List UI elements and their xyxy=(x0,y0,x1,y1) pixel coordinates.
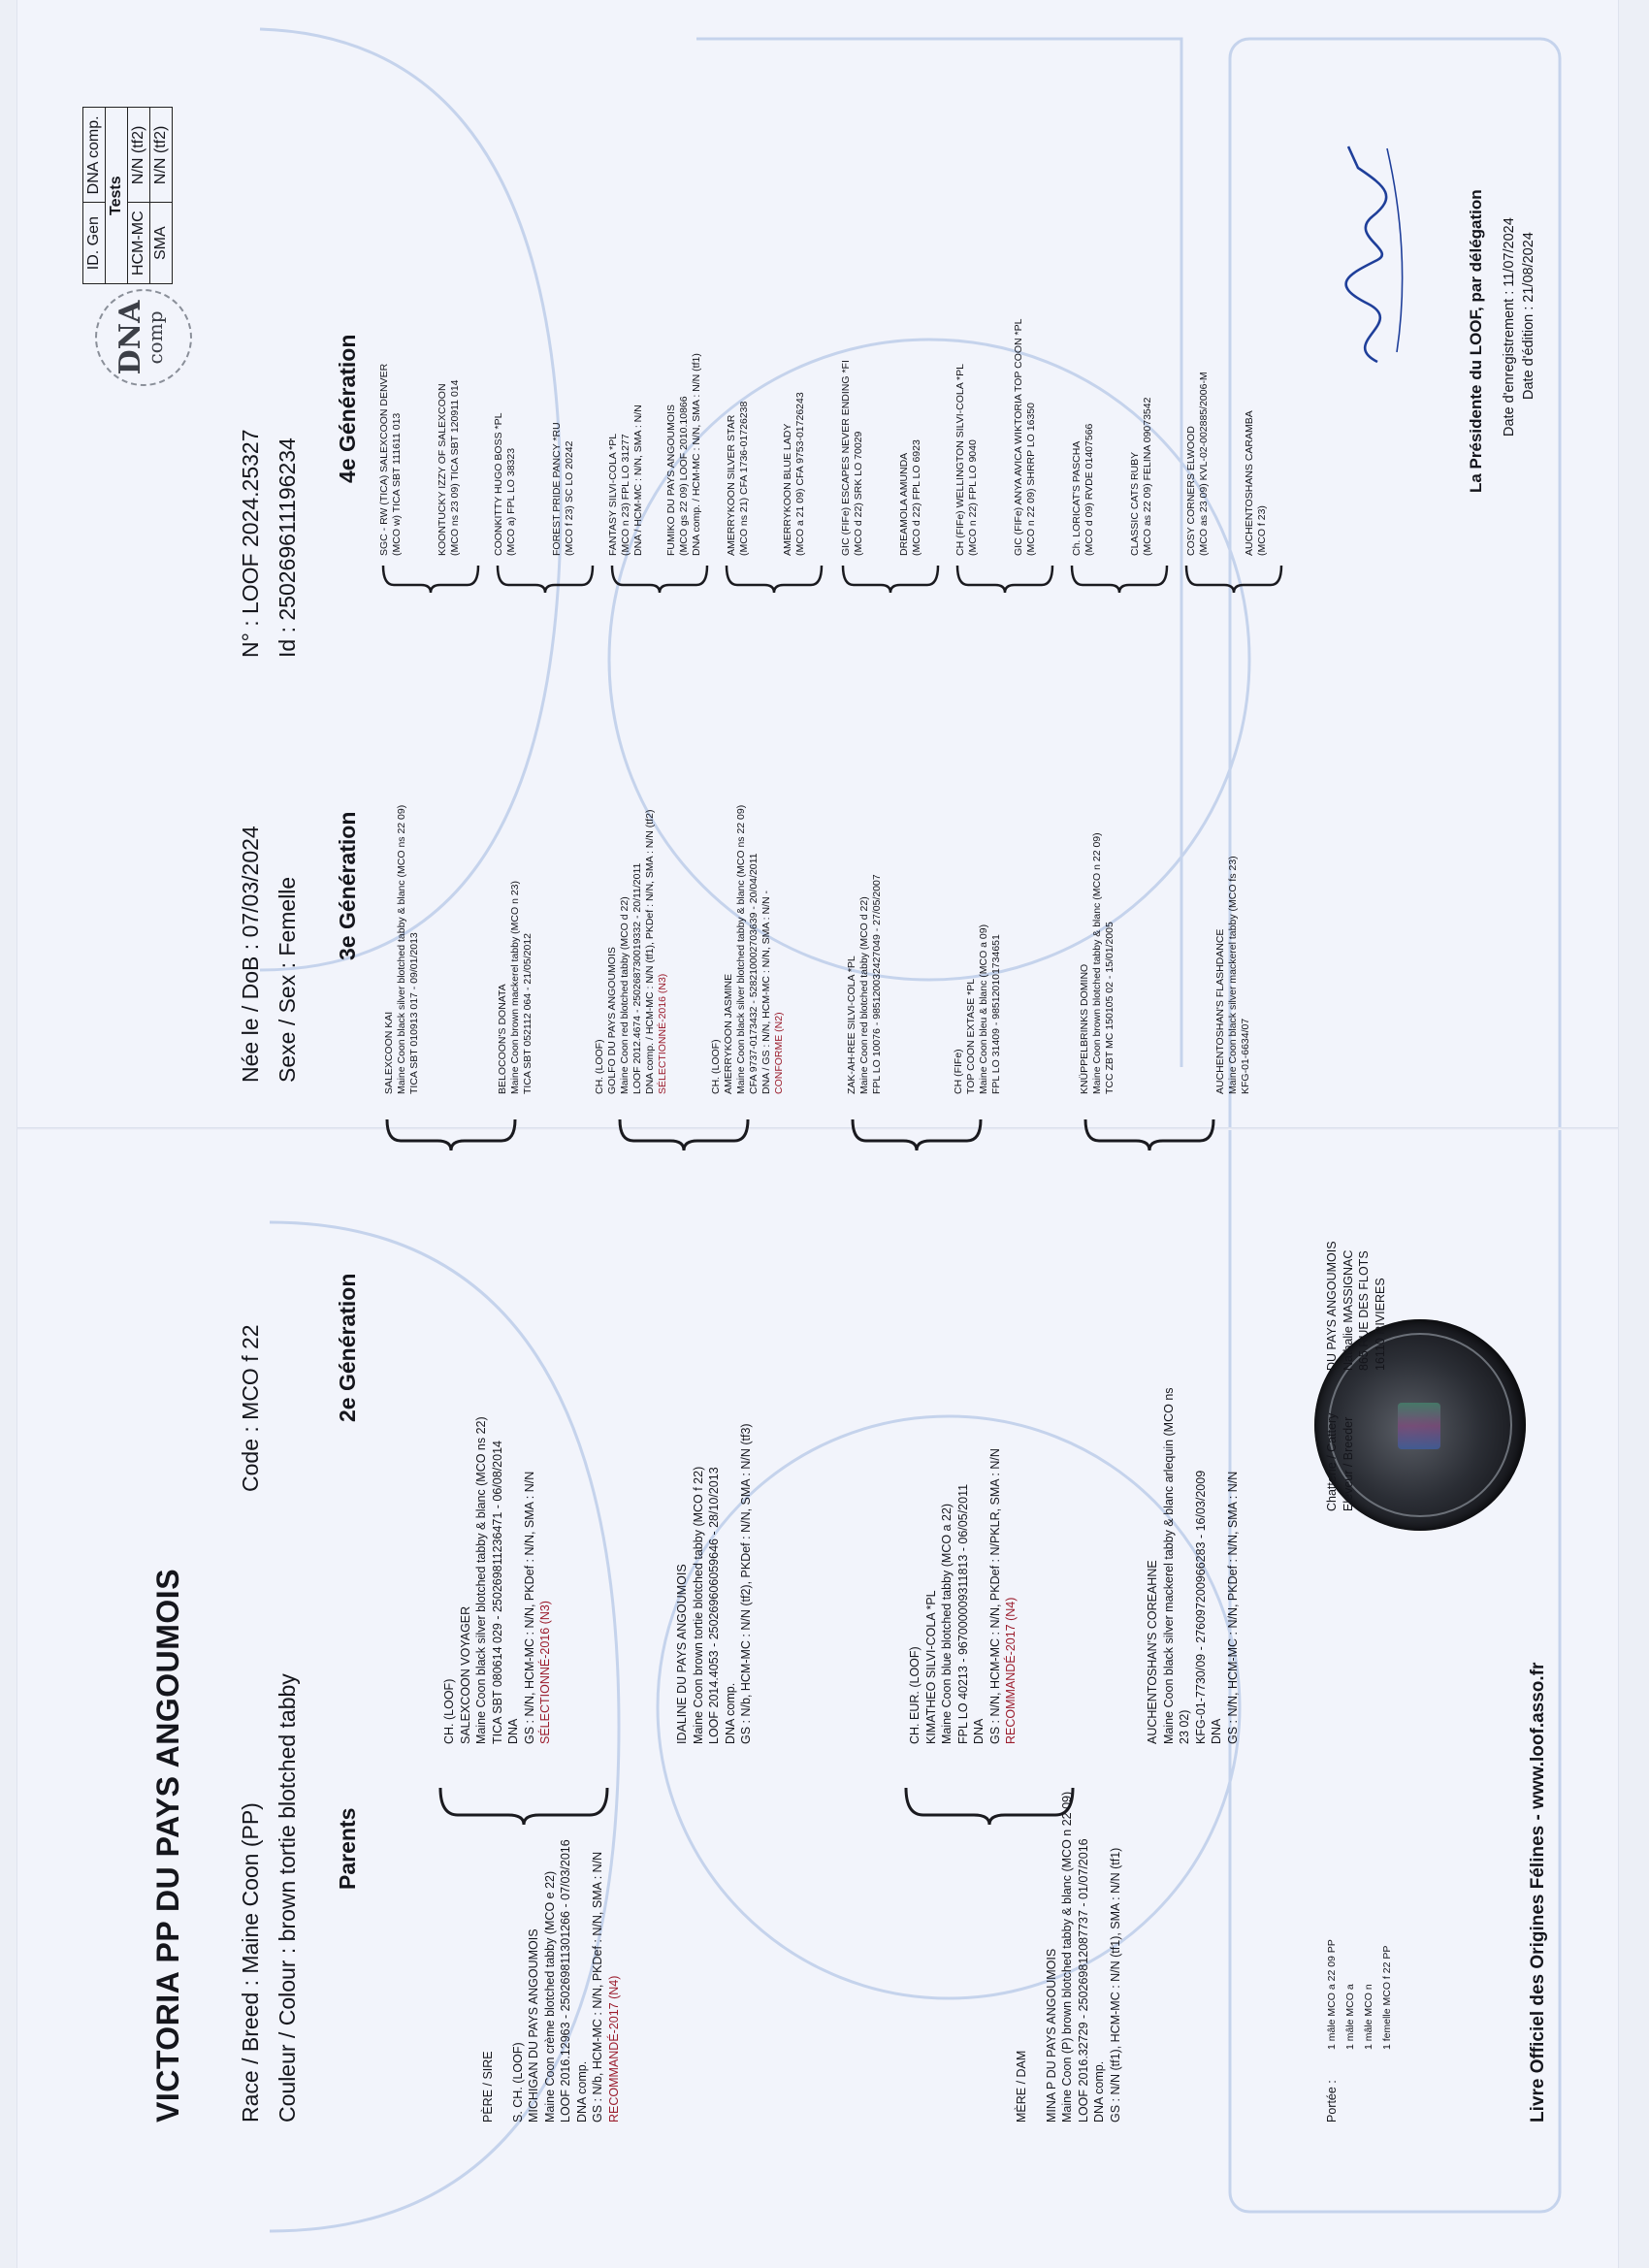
sire-line: S. CH. (LOOF) xyxy=(510,2042,525,2122)
brace-gen3 xyxy=(954,556,1055,595)
gen3-line: FPL LO 10076 - 985120032427049 - 27/05/2007 xyxy=(871,874,883,1094)
gen4-entry xyxy=(840,100,865,556)
gen2-status: RECOMMANDÉ-2017 (N4) xyxy=(1004,1597,1018,1744)
gen3-line: Maine Coon black silver mackerel tabby (MCO fs 23) xyxy=(1227,856,1239,1094)
gen2-line: Maine Coon black silver blotched tabby & blanc (MCO ns 22) xyxy=(474,1416,488,1744)
president-signature xyxy=(1319,139,1426,372)
gen2-line: DNA xyxy=(1210,1718,1223,1744)
gen3-line: GOLFO DU PAYS ANGOUMOIS xyxy=(606,947,618,1094)
gen2-line: DNA xyxy=(972,1718,986,1744)
gen4-line: GIC (FIFe) ESCAPES NEVER ENDING *FI xyxy=(840,360,852,556)
registration-date: Date d'enregistrement : 11/07/2024 xyxy=(1502,217,1517,437)
gen2-line: CH. (LOOF) xyxy=(442,1678,456,1744)
dam-line: Maine Coon (P) brown blotched tabby & blanc (MCO n 22 09) xyxy=(1060,1791,1074,2122)
dob-label: Née le / DoB : xyxy=(238,943,263,1083)
id-value: 250269611196234 xyxy=(275,437,300,621)
gen3-line: CH. (LOOF) xyxy=(710,1039,722,1094)
gen4-entry xyxy=(1129,100,1154,556)
number-row xyxy=(238,429,264,658)
number-label: N° : xyxy=(238,620,263,658)
gen4-line: (MCO d 09) RVDE 01407566 xyxy=(1083,423,1095,556)
heading-parents: Parents xyxy=(335,1807,360,1890)
gen3-line: Maine Coon red blotched tabby (MCO d 22) xyxy=(858,896,870,1094)
race-row xyxy=(238,1802,264,2122)
gen4-line: GIC (FIFe) ANYA AVICA WIKTORIA TOP COON *PL xyxy=(1013,318,1024,556)
code-row xyxy=(238,1324,264,1492)
gen4-line: AMERRYKOON BLUE LADY xyxy=(782,423,793,556)
sex-row xyxy=(275,877,301,1083)
sex-label: Sexe / Sex : xyxy=(275,961,300,1083)
gen4-entry xyxy=(954,100,980,556)
gen3-line: DNA comp. / HCM-MC : N/N (tf1), PKDef : N/N, SMA : N/N (tf2) xyxy=(644,809,656,1094)
gen4-line: (MCO a) FPL LO 38323 xyxy=(505,447,517,556)
couleur-label: Couleur / Colour : xyxy=(275,1947,300,2122)
gen2-line: GS : N/N, HCM-MC : N/N, PKDef : N/N, SMA : N/N xyxy=(522,1471,536,1744)
test-name: SMA xyxy=(150,203,173,284)
gen3-line: LOOF 2012.4674 - 250268730019332 - 20/11/2011 xyxy=(631,862,643,1094)
gen4-line: (MCO as 23 09) KVL-02-002885/2006-M xyxy=(1198,372,1210,556)
gen4-entry xyxy=(607,100,645,556)
gen4-line: KOONTUCKY IZZY OF SALEXCOON xyxy=(436,383,448,556)
gen2-line: DNA comp. xyxy=(723,1682,737,1744)
gen4-line: (MCO n 23) FPL LO 31277 xyxy=(620,434,631,556)
brace-gen3 xyxy=(495,556,596,595)
gen4-line: (MCO d 22) SRK LO 70029 xyxy=(853,431,864,556)
id-label: Id : xyxy=(275,627,300,658)
code-value: MCO f 22 xyxy=(238,1324,263,1420)
gen3-line: Maine Coon brown mackerel tabby (MCO n 23) xyxy=(509,880,521,1094)
gen3-line: Maine Coon black silver blotched tabby & blanc (MCO ns 22 09) xyxy=(396,804,407,1094)
gen2-status: SÉLECTIONNÉ-2016 (N3) xyxy=(538,1601,552,1744)
brace-sire xyxy=(436,1768,611,1827)
tests-section-label: Tests xyxy=(106,108,128,284)
dam-line: GS : N/N (tf1), HCM-MC : N/N (tf1), SMA : N/N (tf1) xyxy=(1108,1847,1122,2122)
gen4-line: CH (FIFe) WELLINGTON SILVI-COLA *PL xyxy=(954,364,966,556)
gen2-line: DNA xyxy=(506,1718,520,1744)
cattery-line: 16110 RIVIERES xyxy=(1373,1278,1387,1371)
gen4-line: AMERRYKOON SILVER STAR xyxy=(726,414,737,556)
gen2-line: SALEXCOON VOYAGER xyxy=(458,1605,472,1744)
gen3-line: TOP COON EXTASE *PL xyxy=(965,978,977,1094)
gen3-line: DNA / GS : N/N, HCM-MC : N/N, SMA : N/N - xyxy=(760,890,772,1094)
gen3-status: SÉLECTIONNÉ-2016 (N3) xyxy=(657,973,668,1094)
gen2-line: KFG-01-7730/09 - 276097200966283 - 16/03/2009 xyxy=(1193,1470,1208,1744)
sire-line: MICHIGAN DU PAYS ANGOUMOIS xyxy=(527,1928,540,2122)
sire-line: DNA comp. xyxy=(574,2060,589,2122)
gen2-line: LOOF 2014.4053 - 250269606059646 - 28/10/2013 xyxy=(707,1467,721,1744)
table-row xyxy=(128,108,150,284)
gen2-line: 23 02) xyxy=(1178,1709,1191,1744)
tests-col1-head: ID. Gen xyxy=(83,203,106,284)
gen4-entry xyxy=(898,100,923,556)
gen4-line: DNA comp. / HCM-MC : N/N, SMA : N/N (tf1) xyxy=(691,353,702,556)
litter-item: 1 mâle MCO a 22 09 PP xyxy=(1326,1939,1338,2050)
gen2-entry xyxy=(441,1123,554,1744)
gen3-line: SALEXCOON KAI xyxy=(383,1011,395,1094)
litter-label: Portée : xyxy=(1325,2080,1339,2122)
dam-line: LOOF 2016.32729 - 250269812087737 - 01/07/2016 xyxy=(1076,1838,1090,2122)
gen4-line: COONKITTY HUGO BOSS *PL xyxy=(493,412,504,556)
litter-list xyxy=(1326,1939,1394,2050)
dna-comp-logo xyxy=(95,289,192,386)
gen3-entry xyxy=(1079,590,1116,1094)
gen2-line: Maine Coon blue blotched tabby (MCO a 22) xyxy=(940,1503,954,1744)
gen2-line: GS : N/b, HCM-MC : N/N (tf2), PKDef : N/N, SMA : N/N (tf3) xyxy=(739,1423,753,1744)
gen4-entry xyxy=(436,100,462,556)
dna-tests-table xyxy=(82,107,173,284)
sire-line: LOOF 2016.12963 - 250269811301266 - 07/03/2016 xyxy=(559,1839,572,2122)
gen2-line: GS : N/N, HCM-MC : N/N, PKDef : N/PKLR, SMA : N/N xyxy=(987,1448,1002,1744)
gen4-line: (MCO f 23) xyxy=(1256,505,1268,556)
gen4-line: (MCO gs 22 09) LOOF 2010.10866 xyxy=(678,396,690,556)
id-row xyxy=(275,437,301,658)
couleur-value: brown tortie blotched tabby xyxy=(275,1673,300,1942)
gen3-line: TICA SBT 010913 017 - 09/01/2013 xyxy=(408,932,420,1094)
sex-value: Femelle xyxy=(275,876,300,956)
gen4-line: FANTASY SILVI-COLA *PL xyxy=(607,433,619,556)
dna-logo-line1: DNA xyxy=(113,300,147,375)
gen4-line: SGC - RW (TICA) SALEXCOON DENVER xyxy=(378,363,390,556)
gen2-line: IDALINE DU PAYS ANGOUMOIS xyxy=(675,1564,689,1744)
gen4-line: FUMIKO DU PAYS ANGOUMOIS xyxy=(665,405,677,556)
gen2-entry xyxy=(1145,1123,1241,1744)
cattery-line: 865 RUE DES FLOTS xyxy=(1357,1250,1371,1371)
couleur-row xyxy=(275,1673,301,2122)
gen3-entry xyxy=(497,590,534,1094)
cattery-labels xyxy=(1324,1413,1356,1511)
cattery-label: Chatterie / Cattery xyxy=(1325,1412,1339,1511)
brace-gen3 xyxy=(380,556,481,595)
dam-entry xyxy=(1014,1696,1123,2122)
test-result: N/N (tf2) xyxy=(128,108,150,203)
dam-line: MINA P DU PAYS ANGOUMOIS xyxy=(1044,1948,1058,2122)
dam-line: DNA comp. xyxy=(1092,2060,1106,2122)
gen3-line: TICA SBT 052112 064 - 21/05/2012 xyxy=(522,933,534,1094)
brace-gen2-4 xyxy=(1082,1104,1217,1152)
brace-gen3 xyxy=(1069,556,1170,595)
race-label: Race / Breed : xyxy=(238,1979,263,2122)
litter-item: 1 mâle MCO a xyxy=(1344,1984,1356,2050)
gen3-line: Maine Coon red blotched tabby (MCO d 22) xyxy=(619,896,630,1094)
gen4-line: (MCO w) TICA SBT 111611 013 xyxy=(391,412,403,556)
gen3-line: BELOCOON'S DONATA xyxy=(497,984,508,1094)
gen3-line: CH (FIFe) xyxy=(953,1049,964,1094)
gen2-line: CH. EUR. (LOOF) xyxy=(908,1646,922,1744)
brace-gen3 xyxy=(1183,556,1284,595)
gen2-line: Maine Coon black silver mackerel tabby & blanc arlequin (MCO ns xyxy=(1161,1387,1176,1744)
gen4-entry xyxy=(493,100,518,556)
gen3-entry xyxy=(846,590,884,1094)
litter-item: 1 mâle MCO n xyxy=(1363,1984,1374,2050)
gen3-line: AMERRYKOON JASMINE xyxy=(723,973,734,1094)
gen3-entry xyxy=(710,590,786,1094)
dna-logo-line2: comp xyxy=(144,310,167,365)
gen4-entry xyxy=(726,100,751,556)
brace-gen2-3 xyxy=(849,1104,985,1152)
dam-role: MÈRE / DAM xyxy=(1015,2050,1028,2122)
gen4-line: (MCO d 22) FPL LO 6923 xyxy=(911,439,922,556)
breeder-label: Eleveur / Breeder xyxy=(1341,1416,1355,1511)
gen3-line: Maine Coon bleu & blanc (MCO a 09) xyxy=(978,923,989,1094)
gen4-line: (MCO ns 21) CFA 1736-01726238 xyxy=(738,401,750,556)
gen3-line: Maine Coon black silver blotched tabby & blanc (MCO ns 22 09) xyxy=(735,804,747,1094)
gen4-line: DNA / HCM-MC : N/N, SMA : N/N xyxy=(632,405,644,556)
dob-value: 07/03/2024 xyxy=(238,826,263,938)
gen4-entry xyxy=(378,100,404,556)
test-result: N/N (tf2) xyxy=(150,108,173,203)
sire-line: Maine Coon crème blotched tabby (MCO e 22) xyxy=(542,1870,557,2122)
gen3-entry xyxy=(953,590,1003,1094)
gen3-entry xyxy=(383,590,421,1094)
brace-gen3 xyxy=(609,556,710,595)
brace-gen3 xyxy=(724,556,824,595)
gen2-line: GS : N/N, HCM-MC : N/N, PKDef : N/N, SMA : N/N xyxy=(1225,1471,1240,1744)
footer-loof: Livre Officiel des Origines Félines - www.loof.asso.fr xyxy=(1528,1662,1548,2122)
number-value: LOOF 2024.25327 xyxy=(238,429,263,615)
edition-date: Date d'édition : 21/08/2024 xyxy=(1521,232,1536,400)
heading-gen3: 3e Génération xyxy=(335,811,360,960)
gen4-line: CLASSIC CATS RUBY xyxy=(1129,451,1141,556)
gen4-line: (MCO as 22 09) FELINA 09073542 xyxy=(1142,397,1153,556)
gen4-line: AUCHENTOSHANS CARAMBA xyxy=(1244,410,1255,556)
race-value: Maine Coon (PP) xyxy=(238,1802,263,1974)
gen2-entry xyxy=(907,1123,1019,1744)
gen3-status: CONFORME (N2) xyxy=(773,1012,785,1094)
gen4-entry xyxy=(1071,100,1096,556)
gen2-line: AUCHENTOSHAN'S COREAHNE xyxy=(1146,1560,1159,1744)
brace-gen2-1 xyxy=(383,1104,519,1152)
gen3-entry xyxy=(594,590,669,1094)
gen3-line: Maine Coon brown blotched tabby & blanc (MCO n 22 09) xyxy=(1091,832,1103,1094)
gen4-entry xyxy=(1013,100,1038,556)
gen4-entry xyxy=(782,100,807,556)
gen3-line: FPL LO 31409 - 985120101734651 xyxy=(990,934,1002,1094)
gen4-line: DREAMOLA AMUNDA xyxy=(898,452,910,556)
gen3-line: KNÜPPELBRINKS DOMINO xyxy=(1079,963,1090,1094)
brace-gen2-2 xyxy=(616,1104,752,1152)
gen4-line: (MCO f 23) SC LO 20242 xyxy=(564,440,575,556)
table-row xyxy=(150,108,173,284)
gen3-line: CH. (LOOF) xyxy=(594,1039,605,1094)
gen4-line: (MCO a 21 09) CFA 9753-01726243 xyxy=(794,392,806,556)
gen4-entry xyxy=(551,100,576,556)
gen3-line: CFA 9737-0173432 - 528210002703639 - 20/04/2011 xyxy=(748,853,760,1094)
heading-gen2: 2e Génération xyxy=(335,1273,360,1422)
gen4-entry xyxy=(1244,100,1269,556)
litter-item: 1 femelle MCO f 22 PP xyxy=(1381,1945,1393,2050)
gen3-line: ZAK-AH-REE SILVI-COLA *PL xyxy=(846,956,857,1094)
gen4-entry xyxy=(1185,100,1211,556)
brace-dam xyxy=(902,1768,1077,1827)
dob-row xyxy=(238,826,264,1083)
gen3-line: KFG-01-6634/07 xyxy=(1240,1018,1251,1094)
gen4-line: FOREST PRIDE PANCY *RU xyxy=(551,422,563,556)
code-label: Code : xyxy=(238,1426,263,1492)
gen2-line: Maine Coon brown tortie blotched tabby (MCO f 22) xyxy=(691,1466,705,1744)
brace-gen3 xyxy=(840,556,941,595)
gen2-line: KIMATHEO SILVI-COLA *PL xyxy=(923,1590,938,1744)
sire-status: RECOMMANDÉ-2017 (N4) xyxy=(606,1975,621,2122)
gen4-line: (MCO n 22 09) SHRRP LO 16350 xyxy=(1025,403,1037,556)
gen4-line: COSY CORNERS ELWOOD xyxy=(1185,426,1197,556)
gen3-entry xyxy=(1214,590,1252,1094)
heading-gen4: 4e Génération xyxy=(335,334,360,483)
gen4-line: Ch. LORICAT'S PASCHA xyxy=(1071,440,1083,556)
gen4-line: (MCO n 22) FPL LO 9040 xyxy=(967,439,979,556)
gen3-line: AUCHENTOSHAN'S FLASHDANCE xyxy=(1214,928,1226,1094)
sire-entry xyxy=(480,1696,622,2122)
test-name: HCM-MC xyxy=(128,203,150,284)
gen2-line: TICA SBT 080614 029 - 250269811236471 - 06/08/2014 xyxy=(490,1441,504,1744)
gen4-line: (MCO ns 23 09) TICA SBT 120911 014 xyxy=(449,379,461,556)
president-label: La Présidente du LOOF, par délégation xyxy=(1467,189,1485,493)
cat-name-title: VICTORIA PP DU PAYS ANGOUMOIS xyxy=(150,1568,185,2122)
sire-role: PÈRE / SIRE xyxy=(481,2051,495,2122)
gen4-entry xyxy=(665,100,703,556)
gen3-line: TCC ZBT MC 150105 02 - 15/01/2005 xyxy=(1104,922,1116,1094)
cattery-line: DU PAYS ANGOUMOIS xyxy=(1325,1241,1339,1371)
gen2-line: FPL LO 40213 - 967000009311813 - 06/05/2011 xyxy=(955,1483,970,1744)
cattery-line: Nathalie MASSIGNAC xyxy=(1341,1249,1355,1371)
tests-col2-head: DNA comp. xyxy=(83,108,106,203)
cattery-details xyxy=(1324,1241,1388,1371)
gen2-entry xyxy=(674,1123,755,1744)
sire-line: GS : N/b, HCM-MC : N/N, PKDef : N/N, SMA : N/N xyxy=(591,1851,604,2122)
